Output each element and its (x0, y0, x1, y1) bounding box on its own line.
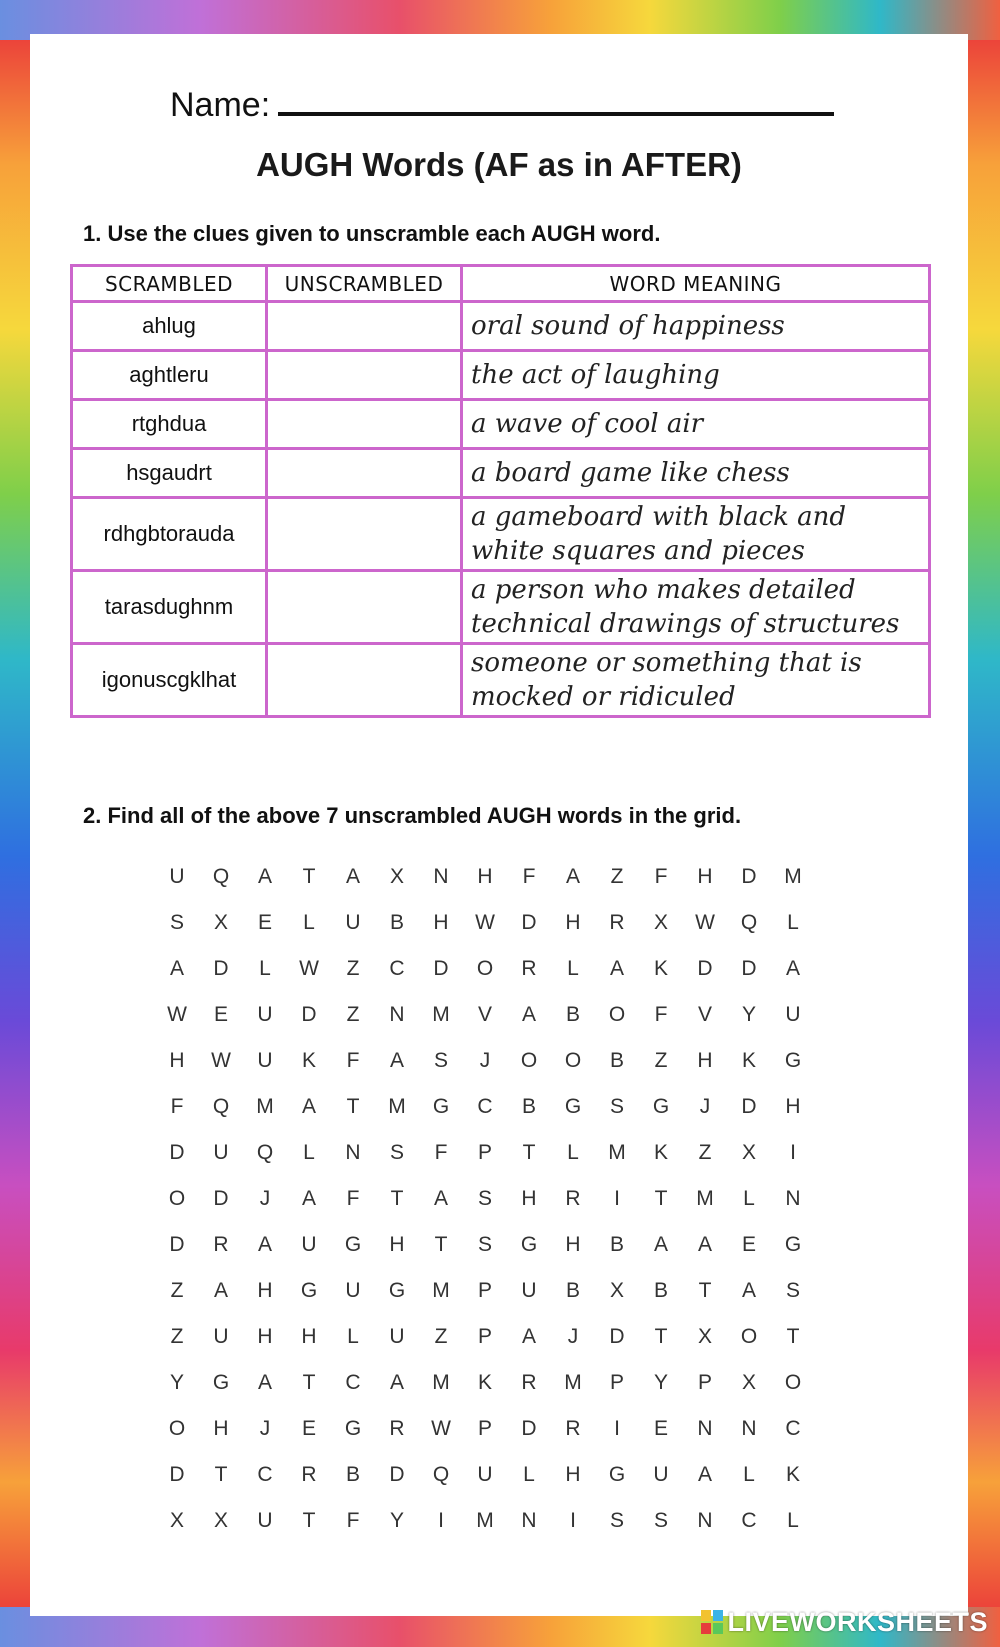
grid-letter[interactable]: A (521, 1003, 536, 1026)
grid-letter[interactable]: E (301, 1417, 316, 1440)
grid-letter[interactable]: T (654, 1325, 668, 1348)
grid-letter[interactable]: W (299, 957, 319, 980)
grid-letter[interactable]: S (609, 1509, 624, 1532)
grid-letter[interactable]: T (302, 865, 316, 888)
grid-letter[interactable]: A (257, 865, 272, 888)
grid-letter[interactable]: Z (698, 1141, 712, 1164)
grid-letter[interactable]: C (389, 957, 405, 980)
scrambled-word: tarasdughnm (72, 571, 267, 644)
meaning-line: technical drawings of structures (471, 609, 900, 639)
grid-letter[interactable]: Y (389, 1509, 404, 1532)
grid-letter[interactable]: O (608, 1003, 626, 1026)
scrambled-word: aghtleru (72, 351, 267, 400)
grid-letter[interactable]: M (432, 1371, 450, 1394)
logo-square (713, 1610, 723, 1621)
logo-square (701, 1610, 711, 1621)
word-meaning (462, 400, 930, 449)
grid-letter[interactable]: U (653, 1463, 669, 1486)
grid-letter[interactable]: N (697, 1509, 713, 1532)
grid-letter[interactable]: A (169, 957, 184, 980)
grid-letter[interactable]: R (521, 1371, 537, 1394)
grid-letter[interactable]: H (477, 865, 493, 888)
grid-letter[interactable]: G (784, 1049, 802, 1072)
grid-letter[interactable]: H (565, 911, 581, 934)
grid-letter[interactable]: S (477, 1233, 492, 1256)
grid-letter[interactable]: A (609, 957, 624, 980)
grid-letter[interactable]: D (741, 865, 757, 888)
grid-letter[interactable]: H (433, 911, 449, 934)
unscrambled-answer-field[interactable] (267, 498, 462, 571)
grid-letter[interactable]: R (609, 911, 625, 934)
grid-letter[interactable]: H (521, 1187, 537, 1210)
logo-text: LIVEWORKSHEETS (727, 1606, 988, 1637)
grid-letter[interactable]: B (565, 1003, 580, 1026)
grid-letter[interactable]: A (345, 865, 360, 888)
grid-letter[interactable]: R (389, 1417, 405, 1440)
grid-letter[interactable]: S (609, 1095, 624, 1118)
meaning-line: oral sound of happiness (471, 311, 785, 341)
grid-letter[interactable]: N (741, 1417, 757, 1440)
grid-letter[interactable]: H (785, 1095, 801, 1118)
unscrambled-answer-field[interactable] (267, 351, 462, 400)
scrambled-word: ahlug (72, 302, 267, 351)
grid-letter[interactable]: Q (740, 911, 758, 934)
page-title: AUGH Words (AF as in AFTER) (256, 146, 742, 183)
grid-letter[interactable]: Y (741, 1003, 756, 1026)
grid-letter[interactable]: F (434, 1141, 448, 1164)
grid-letter[interactable]: V (697, 1003, 712, 1026)
grid-letter[interactable]: W (211, 1049, 231, 1072)
grid-letter[interactable]: H (565, 1463, 581, 1486)
grid-letter[interactable]: P (477, 1417, 492, 1440)
meaning-line: a wave of cool air (471, 409, 704, 439)
grid-letter[interactable]: Z (346, 957, 360, 980)
grid-letter[interactable]: L (787, 1509, 799, 1532)
grid-letter[interactable]: T (434, 1233, 448, 1256)
grid-letter[interactable]: M (388, 1095, 406, 1118)
grid-letter[interactable]: Y (169, 1371, 184, 1394)
grid-letter[interactable]: K (741, 1049, 756, 1072)
grid-letter[interactable]: T (302, 1509, 316, 1532)
grid-letter[interactable]: U (345, 1279, 361, 1302)
grid-letter[interactable]: F (346, 1049, 360, 1072)
grid-letter[interactable]: B (653, 1279, 668, 1302)
grid-letter[interactable]: G (388, 1279, 406, 1302)
grid-letter[interactable]: M (784, 865, 802, 888)
grid-letter[interactable]: H (169, 1049, 185, 1072)
grid-letter[interactable]: P (697, 1371, 712, 1394)
scrambled-word: hsgaudrt (72, 449, 267, 498)
grid-letter[interactable]: D (521, 1417, 537, 1440)
grid-letter[interactable]: A (301, 1095, 316, 1118)
grid-letter[interactable]: T (214, 1463, 228, 1486)
grid-letter[interactable]: S (389, 1141, 404, 1164)
grid-letter[interactable]: M (256, 1095, 274, 1118)
grid-letter[interactable]: S (653, 1509, 668, 1532)
grid-letter[interactable]: C (477, 1095, 493, 1118)
grid-row (155, 1084, 815, 1130)
grid-letter[interactable]: T (522, 1141, 536, 1164)
grid-letter[interactable]: D (389, 1463, 405, 1486)
grid-letter[interactable]: B (389, 911, 404, 934)
name-label: Name: (170, 86, 271, 124)
grid-letter[interactable]: R (521, 957, 537, 980)
grid-letter[interactable]: L (743, 1187, 755, 1210)
table-row (72, 644, 930, 717)
grid-row (155, 900, 815, 946)
grid-letter[interactable]: O (784, 1371, 802, 1394)
grid-letter[interactable]: L (303, 911, 315, 934)
grid-letter[interactable]: U (213, 1325, 229, 1348)
grid-letter[interactable]: D (169, 1233, 185, 1256)
grid-letter[interactable]: H (301, 1325, 317, 1348)
grid-letter[interactable]: R (301, 1463, 317, 1486)
grid-letter[interactable]: F (654, 865, 668, 888)
grid-letter[interactable]: M (432, 1003, 450, 1026)
grid-letter[interactable]: O (476, 957, 494, 980)
grid-letter[interactable]: U (785, 1003, 801, 1026)
unscrambled-answer-field[interactable] (267, 449, 462, 498)
word-meaning (462, 351, 930, 400)
grid-letter[interactable]: U (477, 1463, 493, 1486)
grid-letter[interactable]: E (257, 911, 272, 934)
grid-letter[interactable]: M (564, 1371, 582, 1394)
unscrambled-answer-field[interactable] (267, 302, 462, 351)
grid-letter[interactable]: J (259, 1417, 271, 1440)
grid-letter[interactable]: A (213, 1279, 228, 1302)
grid-letter[interactable]: A (389, 1049, 404, 1072)
grid-letter[interactable]: E (213, 1003, 228, 1026)
grid-letter[interactable]: B (609, 1049, 624, 1072)
grid-letter[interactable]: G (344, 1417, 362, 1440)
grid-letter[interactable]: X (653, 911, 668, 934)
grid-letter[interactable]: B (521, 1095, 536, 1118)
grid-letter[interactable]: P (477, 1325, 492, 1348)
grid-letter[interactable]: U (345, 911, 361, 934)
grid-letter[interactable]: Q (256, 1141, 274, 1164)
grid-letter[interactable]: J (259, 1187, 271, 1210)
grid-letter[interactable]: N (521, 1509, 537, 1532)
table-body (72, 302, 930, 717)
grid-letter[interactable]: A (257, 1233, 272, 1256)
grid-letter[interactable]: C (785, 1417, 801, 1440)
grid-letter[interactable]: O (564, 1049, 582, 1072)
grid-row (155, 1268, 815, 1314)
logo-square (701, 1623, 711, 1634)
grid-letter[interactable]: H (697, 1049, 713, 1072)
grid-letter[interactable]: F (170, 1095, 184, 1118)
grid-letter[interactable]: P (609, 1371, 624, 1394)
grid-letter[interactable]: K (653, 1141, 668, 1164)
grid-letter[interactable]: S (785, 1279, 800, 1302)
grid-letter[interactable]: L (567, 1141, 579, 1164)
grid-letter[interactable]: U (521, 1279, 537, 1302)
grid-letter[interactable]: B (565, 1279, 580, 1302)
grid-letter[interactable]: G (432, 1095, 450, 1118)
grid-row (155, 854, 815, 900)
grid-letter[interactable]: E (741, 1233, 756, 1256)
grid-letter[interactable]: T (346, 1095, 360, 1118)
meaning-line: a gameboard with black and (471, 502, 847, 532)
grid-letter[interactable]: U (389, 1325, 405, 1348)
word-meaning (462, 302, 930, 351)
grid-letter[interactable]: A (301, 1187, 316, 1210)
grid-row (155, 1498, 815, 1544)
unscrambled-answer-field[interactable] (267, 571, 462, 644)
grid-letter[interactable]: Q (432, 1463, 450, 1486)
grid-letter[interactable]: L (303, 1141, 315, 1164)
word-meaning (462, 449, 930, 498)
grid-letter[interactable]: D (213, 957, 229, 980)
grid-letter[interactable]: R (213, 1233, 229, 1256)
column-header-meaning: WORD MEANING (462, 266, 930, 302)
grid-letter[interactable]: H (213, 1417, 229, 1440)
grid-letter[interactable]: O (520, 1049, 538, 1072)
grid-letter[interactable]: M (432, 1279, 450, 1302)
table-row (72, 449, 930, 498)
grid-row (155, 946, 815, 992)
grid-letter[interactable]: A (741, 1279, 756, 1302)
section1-instruction: 1. Use the clues given to unscramble each AUGH word. (83, 221, 661, 246)
grid-letter[interactable]: C (345, 1371, 361, 1394)
grid-letter[interactable]: A (785, 957, 800, 980)
grid-letter[interactable]: L (567, 957, 579, 980)
grid-letter[interactable]: S (169, 911, 184, 934)
grid-letter[interactable]: L (787, 911, 799, 934)
grid-letter[interactable]: U (257, 1509, 273, 1532)
grid-letter[interactable]: N (433, 865, 449, 888)
grid-letter[interactable]: T (654, 1187, 668, 1210)
unscramble-table (70, 264, 931, 718)
grid-letter[interactable]: Q (212, 1095, 230, 1118)
logo-icon (701, 1610, 723, 1634)
meaning-line: a board game like chess (471, 458, 790, 488)
grid-row (155, 1406, 815, 1452)
grid-letter[interactable]: W (695, 911, 715, 934)
grid-letter[interactable]: J (699, 1095, 711, 1118)
grid-letter[interactable]: N (389, 1003, 405, 1026)
name-blank-line[interactable] (278, 112, 834, 116)
grid-letter[interactable]: S (477, 1187, 492, 1210)
grid-letter[interactable]: F (346, 1509, 360, 1532)
grid-letter[interactable]: F (654, 1003, 668, 1026)
scrambled-word: rdhgbtorauda (72, 498, 267, 571)
meaning-line: white squares and pieces (471, 536, 805, 566)
meaning-line: a person who makes detailed (471, 575, 856, 605)
grid-letter[interactable]: G (300, 1279, 318, 1302)
grid-letter[interactable]: Q (212, 865, 230, 888)
grid-letter[interactable]: I (614, 1187, 620, 1210)
grid-letter[interactable]: X (697, 1325, 712, 1348)
grid-letter[interactable]: D (433, 957, 449, 980)
grid-letter[interactable]: L (523, 1463, 535, 1486)
grid-letter[interactable]: R (565, 1187, 581, 1210)
grid-letter[interactable]: G (520, 1233, 538, 1256)
scrambled-word: rtghdua (72, 400, 267, 449)
grid-row (155, 1038, 815, 1084)
grid-letter[interactable]: Z (434, 1325, 448, 1348)
grid-letter[interactable]: P (477, 1141, 492, 1164)
grid-letter[interactable]: C (257, 1463, 273, 1486)
grid-letter[interactable]: A (565, 865, 580, 888)
section2-instruction: 2. Find all of the above 7 unscrambled AUGH words in the grid. (83, 803, 742, 828)
grid-letter[interactable]: G (564, 1095, 582, 1118)
grid-letter[interactable]: J (479, 1049, 491, 1072)
grid-letter[interactable]: X (609, 1279, 624, 1302)
word-meaning (462, 644, 930, 717)
grid-row (155, 1314, 815, 1360)
grid-letter[interactable]: X (741, 1371, 756, 1394)
grid-letter[interactable]: Y (653, 1371, 668, 1394)
grid-letter[interactable]: O (168, 1187, 186, 1210)
worksheet-page (30, 34, 968, 1616)
grid-letter[interactable]: B (345, 1463, 360, 1486)
grid-letter[interactable]: U (169, 865, 185, 888)
word-meaning (462, 571, 930, 644)
grid-letter[interactable]: L (347, 1325, 359, 1348)
grid-letter[interactable]: F (522, 865, 536, 888)
grid-letter[interactable]: G (652, 1095, 670, 1118)
grid-letter[interactable]: W (475, 911, 495, 934)
table-row (72, 351, 930, 400)
grid-letter[interactable]: A (389, 1371, 404, 1394)
grid-letter[interactable]: H (257, 1279, 273, 1302)
meaning-line: the act of laughing (471, 360, 720, 390)
meaning-line: mocked or ridiculed (471, 682, 736, 712)
column-header-unscrambled: UNSCRAMBLED (267, 266, 462, 302)
grid-row (155, 1452, 815, 1498)
grid-letter[interactable]: A (653, 1233, 668, 1256)
scrambled-word: igonuscgklhat (72, 644, 267, 717)
grid-letter[interactable]: D (301, 1003, 317, 1026)
grid-letter[interactable]: G (212, 1371, 230, 1394)
grid-letter[interactable]: D (169, 1463, 185, 1486)
grid-letter[interactable]: X (741, 1141, 756, 1164)
liveworksheets-logo (701, 1604, 988, 1640)
grid-letter[interactable]: E (653, 1417, 668, 1440)
grid-letter[interactable]: J (567, 1325, 579, 1348)
grid-letter[interactable]: M (608, 1141, 626, 1164)
grid-letter[interactable]: M (696, 1187, 714, 1210)
grid-letter[interactable]: Z (654, 1049, 668, 1072)
grid-letter[interactable]: Z (170, 1325, 184, 1348)
grid-letter[interactable]: C (741, 1509, 757, 1532)
grid-letter[interactable]: W (167, 1003, 187, 1026)
grid-letter[interactable]: K (653, 957, 668, 980)
grid-letter[interactable]: U (257, 1003, 273, 1026)
grid-letter[interactable]: U (257, 1049, 273, 1072)
name-field (170, 86, 870, 125)
grid-letter[interactable]: O (740, 1325, 758, 1348)
grid-letter[interactable]: Z (346, 1003, 360, 1026)
grid-letter[interactable]: D (697, 957, 713, 980)
grid-letter[interactable]: I (570, 1509, 576, 1532)
grid-row (155, 1360, 815, 1406)
grid-letter[interactable]: U (213, 1141, 229, 1164)
grid-letter[interactable]: A (257, 1371, 272, 1394)
grid-letter[interactable]: X (213, 1509, 228, 1532)
unscrambled-answer-field[interactable] (267, 400, 462, 449)
grid-letter[interactable]: D (169, 1141, 185, 1164)
grid-letter[interactable]: N (785, 1187, 801, 1210)
grid-letter[interactable]: T (302, 1371, 316, 1394)
grid-letter[interactable]: K (785, 1463, 800, 1486)
grid-letter[interactable]: K (477, 1371, 492, 1394)
grid-letter[interactable]: T (390, 1187, 404, 1210)
grid-letter[interactable]: D (213, 1187, 229, 1210)
grid-letter[interactable]: G (784, 1233, 802, 1256)
grid-letter[interactable]: F (346, 1187, 360, 1210)
grid-letter[interactable]: K (301, 1049, 316, 1072)
grid-letter[interactable]: X (169, 1509, 184, 1532)
grid-letter[interactable]: A (433, 1187, 448, 1210)
grid-letter[interactable]: H (389, 1233, 405, 1256)
grid-letter[interactable]: T (698, 1279, 712, 1302)
grid-letter[interactable]: N (697, 1417, 713, 1440)
grid-row (155, 1176, 815, 1222)
grid-letter[interactable]: G (608, 1463, 626, 1486)
logo-square (713, 1623, 723, 1634)
meaning-line: someone or something that is (471, 648, 862, 678)
table-row (72, 302, 930, 351)
grid-letter[interactable]: O (168, 1417, 186, 1440)
grid-letter[interactable]: X (389, 865, 404, 888)
grid-letter[interactable]: D (741, 957, 757, 980)
grid-letter[interactable]: V (477, 1003, 492, 1026)
grid-letter[interactable]: Z (610, 865, 624, 888)
grid-letter[interactable]: A (697, 1463, 712, 1486)
grid-letter[interactable]: P (477, 1279, 492, 1302)
grid-letter[interactable]: D (609, 1325, 625, 1348)
grid-letter[interactable]: H (257, 1325, 273, 1348)
grid-letter[interactable]: H (565, 1233, 581, 1256)
grid-letter[interactable]: I (790, 1141, 796, 1164)
grid-letter[interactable]: G (344, 1233, 362, 1256)
word-meaning (462, 498, 930, 571)
grid-letter[interactable]: S (433, 1049, 448, 1072)
column-header-scrambled: SCRAMBLED (72, 266, 267, 302)
table-row (72, 498, 930, 571)
grid-letter[interactable]: L (259, 957, 271, 980)
table-row (72, 571, 930, 644)
grid-letter[interactable]: A (521, 1325, 536, 1348)
unscrambled-answer-field[interactable] (267, 644, 462, 717)
grid-letter[interactable]: M (476, 1509, 494, 1532)
grid-letter[interactable]: X (213, 911, 228, 934)
grid-letter[interactable]: B (609, 1233, 624, 1256)
grid-letter[interactable]: T (786, 1325, 800, 1348)
grid-row (155, 992, 815, 1038)
grid-letter[interactable]: N (345, 1141, 361, 1164)
grid-letter[interactable]: D (521, 911, 537, 934)
grid-row (155, 1222, 815, 1268)
word-search-grid (155, 854, 815, 1544)
table-row (72, 400, 930, 449)
grid-letter[interactable]: I (438, 1509, 444, 1532)
grid-letter[interactable]: L (743, 1463, 755, 1486)
grid-letter[interactable]: Z (170, 1279, 184, 1302)
grid-letter[interactable]: R (565, 1417, 581, 1440)
grid-letter[interactable]: W (431, 1417, 451, 1440)
grid-letter[interactable]: D (741, 1095, 757, 1118)
grid-letter[interactable]: U (301, 1233, 317, 1256)
grid-letter[interactable]: I (614, 1417, 620, 1440)
grid-row (155, 1130, 815, 1176)
grid-letter[interactable]: A (697, 1233, 712, 1256)
grid-letter[interactable]: H (697, 865, 713, 888)
